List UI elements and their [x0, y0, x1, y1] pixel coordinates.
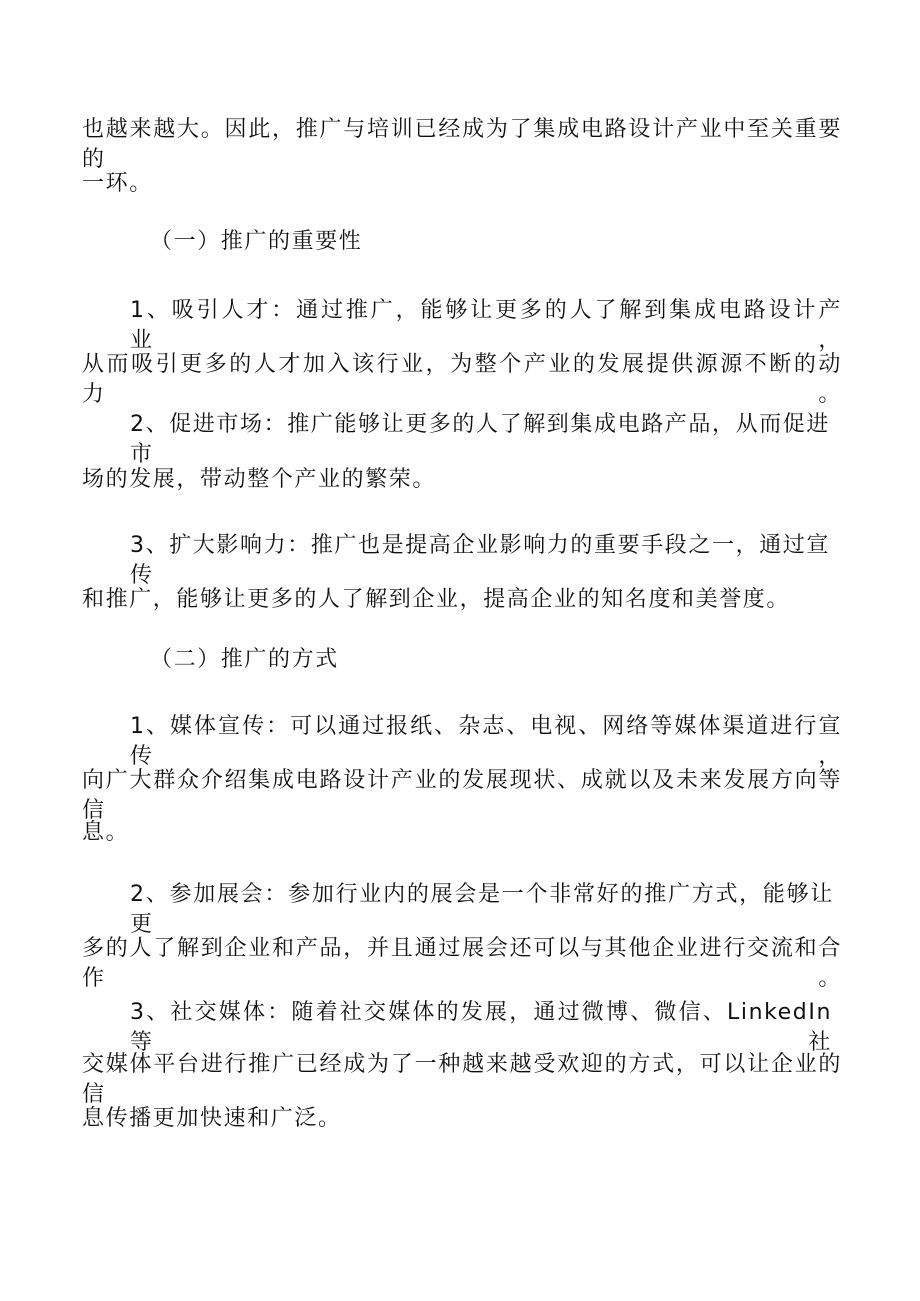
- importance-item-2-line-2: 场的发展，带动整个产业的繁荣。: [82, 467, 437, 492]
- section-heading-methods: （二）推广的方式: [150, 647, 339, 672]
- intro-line-2: 一环。: [82, 171, 153, 196]
- methods-item-3-line-1: 3、社交媒体：随着社交媒体的发展，通过微博、微信、LinkedIn 等社: [130, 1000, 832, 1055]
- methods-item-1-line-3: 息。: [82, 820, 130, 845]
- importance-item-3-line-1: 3、扩大影响力：推广也是提高企业影响力的重要手段之一，通过宣传: [130, 533, 830, 588]
- intro-line-1: 也越来越大。因此，推广与培训已经成为了集成电路设计产业中至关重要的: [82, 117, 842, 172]
- importance-item-3-line-2: 和推广，能够让更多的人了解到企业，提高企业的知名度和美誉度。: [82, 587, 791, 612]
- section-heading-importance: （一）推广的重要性: [150, 229, 363, 254]
- methods-item-2-line-2: 多的人了解到企业和产品，并且通过展会还可以与其他企业进行交流和合作。: [82, 936, 842, 991]
- methods-item-2-line-1: 2、参加展会：参加行业内的展会是一个非常好的推广方式，能够让更: [130, 882, 834, 937]
- importance-item-1-line-2: 从而吸引更多的人才加入该行业，为整个产业的发展提供源源不断的动力。: [82, 352, 842, 407]
- methods-item-3-line-3: 息传播更加快速和广泛。: [82, 1106, 342, 1131]
- methods-item-3-line-2: 交媒体平台进行推广已经成为了一种越来越受欢迎的方式，可以让企业的信: [82, 1052, 842, 1107]
- importance-item-2-line-1: 2、促进市场：推广能够让更多的人了解到集成电路产品，从而促进市: [130, 412, 830, 467]
- methods-item-1-line-1: 1、媒体宣传：可以通过报纸、杂志、电视、网络等媒体渠道进行宣传，: [130, 714, 842, 769]
- importance-item-1-line-1: 1、吸引人才：通过推广，能够让更多的人了解到集成电路设计产业，: [130, 298, 842, 353]
- methods-item-1-line-2: 向广大群众介绍集成电路设计产业的发展现状、成就以及未来发展方向等信: [82, 768, 842, 823]
